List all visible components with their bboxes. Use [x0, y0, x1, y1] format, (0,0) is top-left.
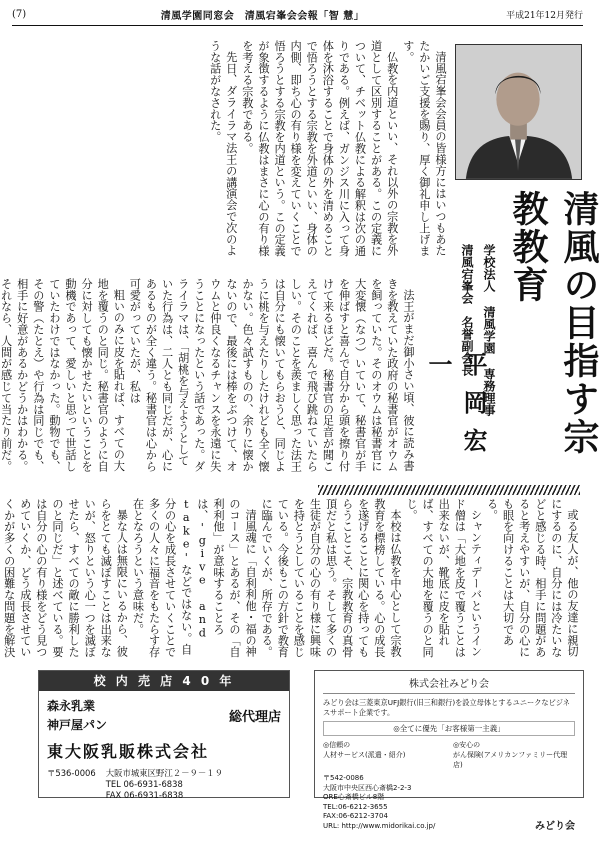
company-tel: TEL:06-6212-3655 — [323, 802, 388, 811]
author-portrait-image — [456, 45, 581, 179]
business-desc: 人材サービス(派遣・紹介) — [323, 751, 406, 759]
article-body-middle — [0, 278, 416, 475]
company-address: 大阪市城東区野江２－９－１９ — [105, 768, 223, 778]
page-header — [12, 4, 583, 26]
company-address: 大阪市中央区西心斎橋2-2-3 — [323, 783, 412, 792]
author-photo — [455, 44, 582, 180]
business-insurance — [453, 740, 575, 770]
article-paragraph: 清風宕峯会会員の皆様方にはいつもあたたかいご支援を賜り、厚く御礼申し上げます。 — [401, 40, 447, 257]
ad-business-lines — [323, 740, 575, 770]
ad-band: 校 内 売 店 4 0 年 — [39, 671, 289, 691]
decorative-divider — [318, 485, 580, 495]
company-name: 東大阪乳販株式会社 — [47, 742, 210, 761]
article-paragraph: 先日、ダライラマ法王の講演会で次のような話がなされた。 — [208, 40, 238, 257]
article-paragraph: 法王がまだ御小さい頃、彼に読み書きを教えていた政府の秘書官がオウムを飼っていた。そのオウムは秘書官に大変懐（なつ）いていて、秘書官が手を伸ばすと喜んで自分から頭を擦り付けて来るほどだ。秘書官の足音が聞こえてくれば、喜んで飛び跳ねていたらしい。そのことを羨ましく思った法王は自分にも懐いてもらおうと、同じように桃を与えたりしたけれども全く懐かない。色々試すものの、余りに懐かないので、最後には棒をぶつけて、オウムと仲良くなるチャンスを永遠に失うことになったという話であった。ダライラマは、「胡桃を与えようとしていた行為は、二人とも同じだが、心にあるものが全く違う。秘書官は心から可愛がっていたが、私は — [128, 278, 415, 472]
ad-description: みどり会は三菱東京UFJ銀行(旧三和銀行)を設立母体とするユニークなビジネスサポート企業です。 — [323, 698, 570, 717]
byline-position-2: 清風宕峯会 名誉副会長 — [460, 244, 474, 376]
brand-morinaga: 森永乳業 — [47, 699, 96, 713]
company-url: URL: http://www.midorikai.co.jp/ — [323, 821, 436, 830]
business-label: ◎信頼の — [323, 741, 351, 749]
byline-position-1: 学校法人 清風学園 専務理事 — [482, 244, 496, 416]
article-paragraph: 本校は仏教を中心として宗教教育を標榜している。心の成長を遂げることに関心を持ってもらうことこそ、宗教教育の真骨頂だと私は思う。そして多くの生徒が自分の心の有り様に興味を持とうとしていることを感じている。今後もこの方針で教育に臨んでいくが、所存である。 — [260, 498, 402, 658]
ad-school-store — [38, 670, 290, 798]
agent-label: 総代理店 — [228, 709, 281, 725]
ad-title: 株式会社みどり会 — [323, 675, 575, 694]
brand-kobeya: 神戸屋パン — [47, 718, 108, 732]
postal-code: 〒542-0086 — [323, 774, 364, 782]
ad-slogan: ◎全てに優先「お客様第一主義」 — [323, 721, 575, 736]
business-label: ◎安心の — [453, 741, 481, 749]
company-contact — [47, 768, 281, 801]
ad-brand-row — [47, 697, 281, 733]
article-paragraph: 仏教を内道といい、それ以外の宗教を外道として区別することがある。この定義について、チベット仏教による解釈は次の通りである。例えば、ガンジス川に入って身体を沐浴することで身体の外を清めることで悟ろうとする宗教を外道といい、身体の内側、即ち心の有り様を変えていくことで悟ろうとする宗教を内道という。この定義が象徴するように仏教はまさに心の有り様を考える宗教である。 — [240, 40, 399, 257]
company-tel: TEL 06-6931-6838 — [105, 779, 183, 789]
article-paragraph: 或る友人が、他の友達に親切にするのに、自分には冷たいなどと感じる時、相手に問題があると考えやすいが、自分の心にも眼を向けることは大切である。 — [485, 498, 579, 658]
ad-contact — [323, 774, 575, 831]
business-staffing — [323, 740, 445, 770]
article-paragraph: 暴な人は無限にいるから、彼らをとても滅ぼすことは出来ないが、怒りという心一つを滅ぼせたら、すべての敵に勝利したのと同じだ」と述べている。要は自分の心の有り様をどう見つめていくか、どう成長させていくかが多くの困難な問題を解決 — [2, 498, 129, 658]
postal-code: 〒536-0006 — [47, 768, 96, 778]
ad-brands — [47, 697, 229, 733]
article-paragraph: シャンティデーバというインド僧は「大地を皮で覆うことは出来ないが、靴底に皮を貼れば、すべての大地を覆うのと同じ。 — [405, 498, 483, 658]
article-paragraph: 清風魂に「自利利他・福の神のコース」とあるが、その「自利利他」が意味することろは、'give and take'などではない。自分の心を成長させていくことで多くの人々に福音をもたらす存在となろうという意味だ。 — [131, 498, 258, 658]
article-body-bottom — [2, 498, 580, 660]
company-fax: FAX 06-6931-6838 — [105, 790, 184, 800]
article-title: 清風の目指す宗教教育 — [507, 190, 600, 456]
issue-date: 平成21年12月発行 — [506, 11, 583, 21]
ad-midorikai — [314, 670, 584, 832]
publication-title: 清風学園同窓会 清風宕峯会会報「智 慧」 — [160, 11, 365, 22]
contact-lines — [106, 768, 223, 801]
article-paragraph: 粗いのみに皮を貼れば、すべての大地を覆うのと同じ。秘書官のように自分に対しても懐かせたいということを動機であって、愛しいと思って世話していたわけではなかった。動物でも、その警（たとえ）や行為は同じでも、相手に好意があるかどうかはわかる。それなら、人間が感じて当たり前だ。 — [0, 278, 126, 472]
business-desc: がん保険(アメリカンファミリー代理店) — [453, 751, 568, 769]
midorikai-logo: みどり会 — [535, 820, 575, 832]
article-body-top — [43, 40, 448, 265]
company-building: ORE心斎橋ビル8階 — [323, 793, 385, 801]
author-name: 平岡宏一 — [424, 352, 488, 466]
contact-lines — [323, 774, 535, 831]
page-number: (7) — [12, 9, 27, 20]
company-fax: FAX:06-6212-3704 — [323, 812, 388, 820]
